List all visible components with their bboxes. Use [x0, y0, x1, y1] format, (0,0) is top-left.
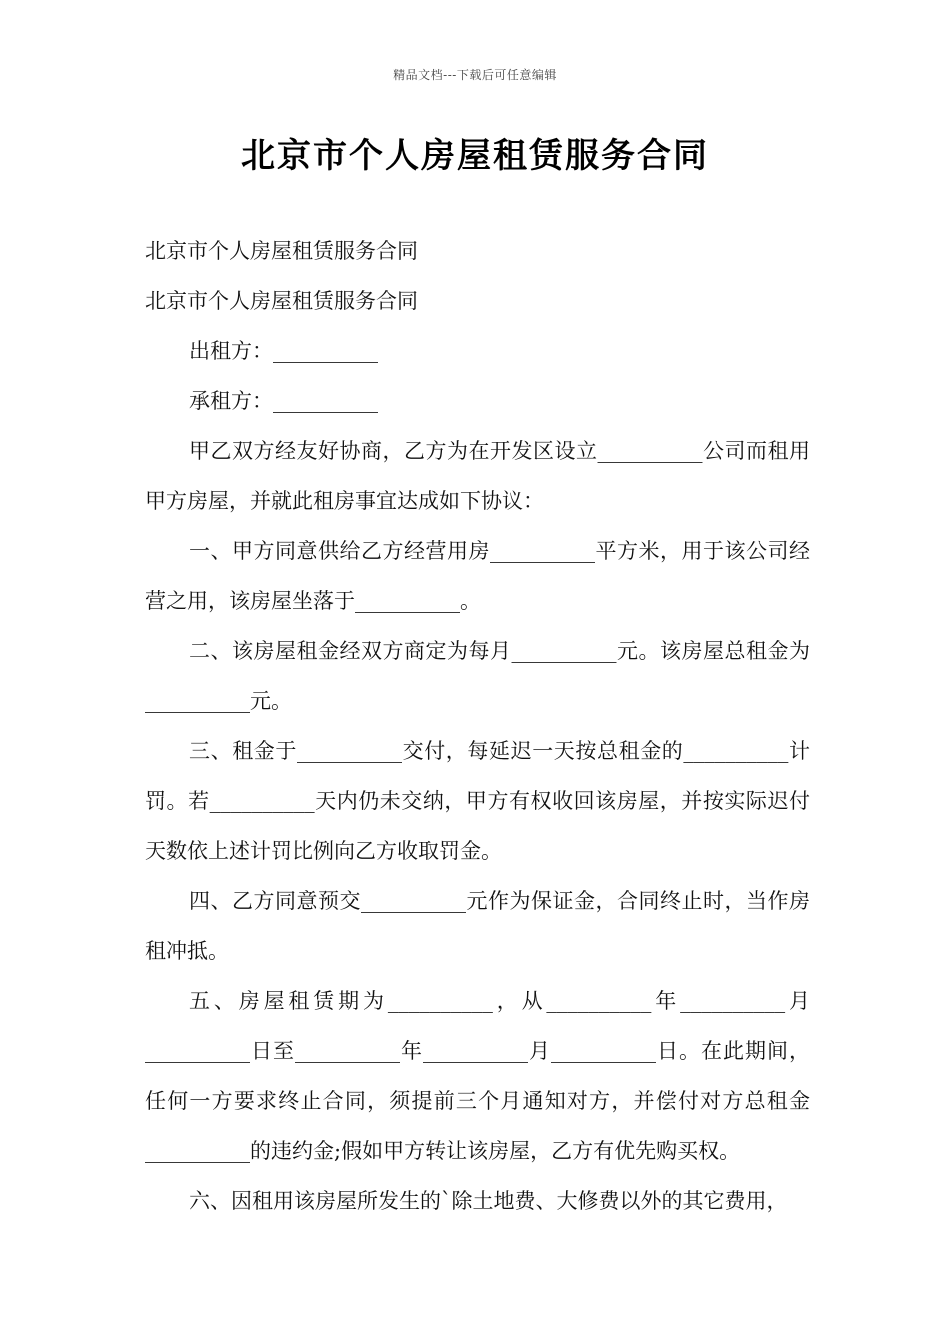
paragraph-subtitle-1: 北京市个人房屋租赁服务合同	[145, 239, 418, 263]
paragraph-lessor: 出租方：__________	[189, 339, 378, 363]
paragraph-lessee: 承租方：__________	[189, 389, 378, 413]
paragraph-preamble: 甲乙双方经友好协商，乙方为在开发区设立__________公司而租用甲方房屋，并就此租房事宜达成如下协议：	[145, 439, 810, 513]
header-note: 精品文档---下载后可任意编辑	[393, 68, 557, 82]
clause-3: 三、租金于__________交付，每延迟一天按总租金的__________计罚。若__________天内仍未交纳，甲方有权收回该房屋，并按实际迟付天数依上述计罚比例向乙方收取罚金。	[145, 739, 810, 863]
contract-body	[145, 226, 810, 1226]
clause-1: 一、甲方同意供给乙方经营用房__________平方米，用于该公司经营之用，该房屋坐落于__________。	[145, 539, 810, 613]
paragraph-subtitle-2: 北京市个人房屋租赁服务合同	[145, 289, 418, 313]
clause-4: 四、乙方同意预交__________元作为保证金，合同终止时，当作房租冲抵。	[145, 889, 810, 963]
clause-2: 二、该房屋租金经双方商定为每月__________元。该房屋总租金为__________元。	[145, 639, 810, 713]
document-title: 北京市个人房屋租赁服务合同	[241, 136, 709, 176]
clause-6: 六、因租用该房屋所发生的`除土地费、大修费以外的其它费用，	[189, 1189, 788, 1213]
clause-5: 五、房屋租赁期为__________，从__________年__________月__________日至__________年__________月__________日。在此期间，任何一方要求终止合同，须提前三个月通知对方，并偿付对方总租金__________的违约金;假如甲方转让该房屋，乙方有优先购买权。	[145, 989, 810, 1163]
